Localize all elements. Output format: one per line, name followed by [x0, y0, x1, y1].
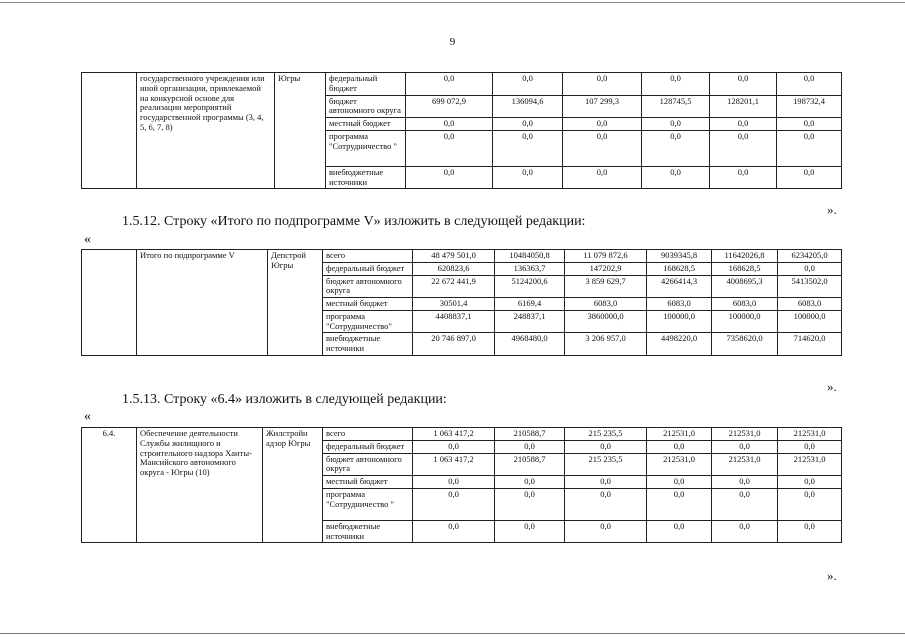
- value-cell: 0,0: [413, 488, 495, 520]
- funding-source-cell: бюджет автономного округа: [323, 453, 413, 476]
- funding-source-cell: федеральный бюджет: [323, 262, 413, 275]
- value-cell: 248837,1: [495, 310, 565, 333]
- value-cell: 0,0: [712, 520, 778, 543]
- value-cell: 212531,0: [712, 453, 778, 476]
- row-name-cell: Обеспечение деятельности Службы жилищного и строительного надзора Ханты-Мансийского автономного округа - Югры (10): [137, 428, 263, 543]
- value-cell: 0,0: [563, 118, 642, 131]
- value-cell: 0,0: [406, 130, 493, 166]
- value-cell: 100000,0: [712, 310, 778, 333]
- value-cell: 198732,4: [777, 95, 842, 118]
- value-cell: 10484050,8: [495, 250, 565, 263]
- value-cell: 0,0: [565, 520, 647, 543]
- table-row: [82, 250, 842, 263]
- funding-source-cell: внебюджетные источники: [323, 333, 413, 356]
- value-cell: 212531,0: [647, 453, 712, 476]
- value-cell: 4968480,0: [495, 333, 565, 356]
- funding-source-cell: местный бюджет: [326, 118, 406, 131]
- value-cell: 212531,0: [712, 428, 778, 441]
- value-cell: 0,0: [493, 130, 563, 166]
- value-cell: 0,0: [565, 476, 647, 489]
- value-cell: 168628,5: [712, 262, 778, 275]
- row-number-cell: [82, 250, 137, 356]
- value-cell: 0,0: [493, 73, 563, 96]
- value-cell: 6234205,0: [778, 250, 842, 263]
- value-cell: 6083,0: [778, 298, 842, 311]
- scan-edge-bottom: [0, 633, 905, 634]
- funding-source-cell: бюджет автономного округа: [323, 275, 413, 298]
- value-cell: 215 235,5: [565, 453, 647, 476]
- value-cell: 136363,7: [495, 262, 565, 275]
- value-cell: 0,0: [647, 520, 712, 543]
- value-cell: 4266414,3: [647, 275, 712, 298]
- value-cell: 107 299,3: [563, 95, 642, 118]
- value-cell: 0,0: [413, 520, 495, 543]
- value-cell: 6083,0: [712, 298, 778, 311]
- value-cell: 128201,1: [710, 95, 777, 118]
- value-cell: 212531,0: [778, 428, 842, 441]
- value-cell: 0,0: [493, 166, 563, 189]
- row-number-cell: 6.4.: [82, 428, 137, 543]
- value-cell: 0,0: [495, 476, 565, 489]
- value-cell: 3 859 629,7: [565, 275, 647, 298]
- value-cell: 0,0: [710, 130, 777, 166]
- heading-1-5-13: 1.5.13. Строку «6.4» изложить в следующей редакции:: [122, 392, 447, 407]
- value-cell: 215 235,5: [565, 428, 647, 441]
- value-cell: 100000,0: [778, 310, 842, 333]
- value-cell: 0,0: [712, 440, 778, 453]
- value-cell: 11 079 872,6: [565, 250, 647, 263]
- value-cell: 0,0: [495, 440, 565, 453]
- funding-source-cell: местный бюджет: [323, 298, 413, 311]
- row-number-cell: [82, 73, 137, 189]
- heading-1-5-12: 1.5.12. Строку «Итого по подпрограмме V» изложить в следующей редакции:: [122, 214, 586, 229]
- value-cell: 5413502,0: [778, 275, 842, 298]
- value-cell: 0,0: [777, 118, 842, 131]
- value-cell: 0,0: [710, 73, 777, 96]
- value-cell: 4408837,1: [413, 310, 495, 333]
- funding-source-cell: программа "Сотрудничество ": [323, 488, 413, 520]
- open-quote-2: «: [84, 409, 91, 424]
- funding-source-cell: программа "Сотрудничество": [323, 310, 413, 333]
- value-cell: 0,0: [647, 488, 712, 520]
- value-cell: 0,0: [563, 73, 642, 96]
- value-cell: 6083,0: [647, 298, 712, 311]
- value-cell: 0,0: [563, 166, 642, 189]
- value-cell: 1 063 417,2: [413, 453, 495, 476]
- funding-source-cell: всего: [323, 250, 413, 263]
- value-cell: 128745,5: [642, 95, 710, 118]
- row-executor-cell: Югры: [275, 73, 326, 189]
- value-cell: 9039345,8: [647, 250, 712, 263]
- value-cell: 4008695,3: [712, 275, 778, 298]
- funding-source-cell: всего: [323, 428, 413, 441]
- value-cell: 0,0: [712, 476, 778, 489]
- page-number: 9: [449, 36, 456, 48]
- value-cell: 714620,0: [778, 333, 842, 356]
- row-executor-cell: Жилстройн адзор Югры: [263, 428, 323, 543]
- value-cell: 48 479 501,0: [413, 250, 495, 263]
- scan-edge-top: [0, 2, 905, 3]
- value-cell: 7358620,0: [712, 333, 778, 356]
- value-cell: 1 063 417,2: [413, 428, 495, 441]
- row-executor-cell: Депстрой Югры: [268, 250, 323, 356]
- value-cell: 0,0: [565, 488, 647, 520]
- value-cell: 0,0: [647, 440, 712, 453]
- value-cell: 147202,9: [565, 262, 647, 275]
- value-cell: 0,0: [778, 476, 842, 489]
- value-cell: 0,0: [647, 476, 712, 489]
- row-name-cell: Итого по подпрограмме V: [137, 250, 268, 356]
- value-cell: 0,0: [565, 440, 647, 453]
- value-cell: 0,0: [710, 166, 777, 189]
- value-cell: 0,0: [778, 488, 842, 520]
- value-cell: 0,0: [406, 118, 493, 131]
- value-cell: 0,0: [642, 118, 710, 131]
- value-cell: 136094,6: [493, 95, 563, 118]
- value-cell: 0,0: [413, 476, 495, 489]
- table-row: [82, 73, 842, 96]
- table-subprogram-total: [81, 249, 842, 356]
- value-cell: 0,0: [406, 73, 493, 96]
- value-cell: 0,0: [777, 166, 842, 189]
- value-cell: 100000,0: [647, 310, 712, 333]
- close-quote-2: ».: [827, 379, 837, 394]
- value-cell: 30501,4: [413, 298, 495, 311]
- funding-source-cell: внебюджетные источники: [326, 166, 406, 189]
- value-cell: 699 072,9: [406, 95, 493, 118]
- value-cell: 0,0: [778, 262, 842, 275]
- value-cell: 0,0: [712, 488, 778, 520]
- value-cell: 0,0: [777, 73, 842, 96]
- value-cell: 0,0: [642, 166, 710, 189]
- table-continuation: [81, 72, 842, 189]
- value-cell: 212531,0: [778, 453, 842, 476]
- value-cell: 0,0: [493, 118, 563, 131]
- value-cell: 0,0: [778, 520, 842, 543]
- funding-source-cell: федеральный бюджет: [326, 73, 406, 96]
- value-cell: 20 746 897,0: [413, 333, 495, 356]
- value-cell: 6083,0: [565, 298, 647, 311]
- close-quote-3: ».: [827, 568, 837, 583]
- funding-source-cell: бюджет автономного округа: [326, 95, 406, 118]
- funding-source-cell: местный бюджет: [323, 476, 413, 489]
- value-cell: 620823,6: [413, 262, 495, 275]
- value-cell: 0,0: [563, 130, 642, 166]
- value-cell: 210588,7: [495, 428, 565, 441]
- value-cell: 0,0: [413, 440, 495, 453]
- value-cell: 0,0: [778, 440, 842, 453]
- funding-source-cell: федеральный бюджет: [323, 440, 413, 453]
- value-cell: 0,0: [642, 73, 710, 96]
- value-cell: 0,0: [710, 118, 777, 131]
- value-cell: 5124200,6: [495, 275, 565, 298]
- value-cell: 212531,0: [647, 428, 712, 441]
- value-cell: 0,0: [642, 130, 710, 166]
- value-cell: 168628,5: [647, 262, 712, 275]
- table-row-6-4: [81, 427, 842, 543]
- table-row: [82, 428, 842, 441]
- value-cell: 11642026,8: [712, 250, 778, 263]
- open-quote-1: «: [84, 232, 91, 247]
- value-cell: 4498220,0: [647, 333, 712, 356]
- value-cell: 0,0: [495, 488, 565, 520]
- funding-source-cell: программа "Сотрудничество ": [326, 130, 406, 166]
- value-cell: 0,0: [777, 130, 842, 166]
- value-cell: 0,0: [406, 166, 493, 189]
- value-cell: 6169,4: [495, 298, 565, 311]
- value-cell: 0,0: [495, 520, 565, 543]
- value-cell: 3860000,0: [565, 310, 647, 333]
- value-cell: 22 672 441,9: [413, 275, 495, 298]
- value-cell: 3 206 957,0: [565, 333, 647, 356]
- row-name-cell: государственного учреждения или иной организации, привлекаемой на конкурсной основе для реализации мероприятий государственной программы (3, 4, 5, 6, 7, 8): [137, 73, 275, 189]
- close-quote-1: ».: [827, 202, 837, 217]
- value-cell: 210588,7: [495, 453, 565, 476]
- funding-source-cell: внебюджетные источники: [323, 520, 413, 543]
